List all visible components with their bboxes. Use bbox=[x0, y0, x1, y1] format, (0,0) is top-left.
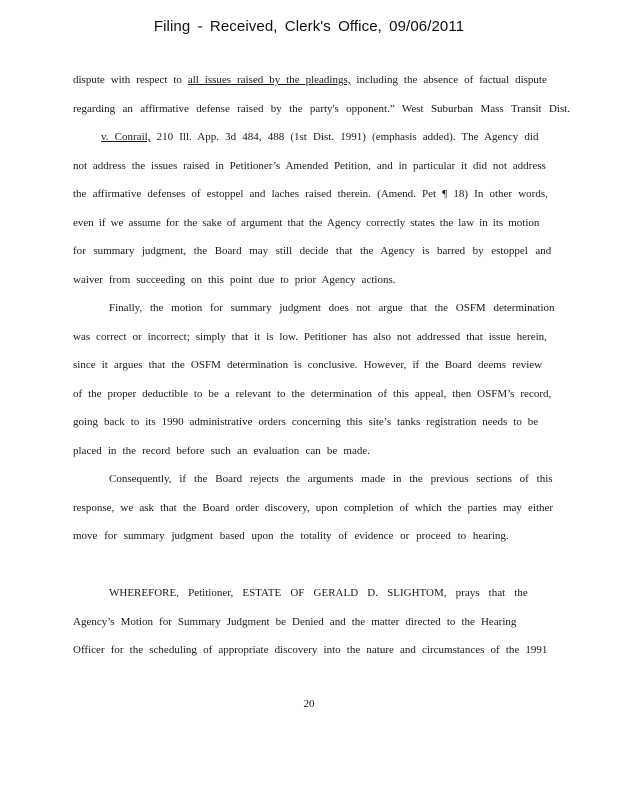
text-line: waiver from succeeding on this point due to prior Agency actions. bbox=[73, 273, 396, 286]
text-line: Agency’s Motion for Summary Judgment be Denied and the matter directed to the Hearing bbox=[73, 615, 517, 628]
text-line: the affirmative defenses of estoppel and laches raised therein. (Amend. Pet ¶ 18) In other words, bbox=[73, 188, 548, 200]
text-line: Officer for the scheduling of appropriate discovery into the nature and circumstances of the 1991 bbox=[73, 644, 548, 656]
text-line: v. Conrail, 210 Ill. App. 3d 484, 488 (1st Dist. 1991) (emphasis added). The Agency did bbox=[73, 129, 539, 145]
text-line: was correct or incorrect; simply that it is low. Petitioner has also not addressed that issue herein, bbox=[73, 330, 547, 343]
text-line: regarding an affirmative defense raised by the party's opponent.” West Suburban Mass Transit Dist. bbox=[73, 102, 571, 115]
page-number: 20 bbox=[303, 698, 315, 710]
text-line: even if we assume for the sake of argument that the Agency correctly states the law in its motion bbox=[73, 216, 540, 229]
text-line: move for summary judgment based upon the totality of evidence or proceed to hearing. bbox=[73, 530, 509, 542]
text-line: WHEREFORE, Petitioner, ESTATE OF GERALD D. SLIGHTOM, prays that the bbox=[109, 587, 528, 599]
text-line: dispute with respect to all issues raised by the pleadings, including the absence of factual dispute bbox=[73, 74, 547, 86]
text-line: since it argues that the OSFM determination is conclusive. However, if the Board deems review bbox=[73, 359, 543, 371]
filing-stamp-header: Filing - Received, Clerk's Office, 09/06/2011 bbox=[153, 18, 465, 35]
case-citation: v. Conrail, bbox=[101, 131, 151, 143]
text-line: not address the issues raised in Petitioner’s Amended Petition, and in particular it did not address bbox=[73, 159, 546, 172]
underlined-phrase: all issues raised by the pleadings, bbox=[187, 74, 351, 86]
text-line: of the proper deductible to be a relevant to the determination of this appeal, then OSFM’s record, bbox=[73, 387, 552, 400]
text-line: going back to its 1990 administrative orders concerning this site’s tanks registration needs to be bbox=[73, 416, 539, 428]
text-line: for summary judgment, the Board may still decide that the Agency is barred by estoppel and bbox=[73, 245, 552, 257]
text-line: placed in the record before such an evaluation can be made. bbox=[73, 444, 370, 457]
text-line: Finally, the motion for summary judgment does not argue that the OSFM determination bbox=[109, 302, 555, 314]
text-line: response, we ask that the Board order discovery, upon completion of which the parties may either bbox=[73, 501, 554, 514]
text-line: Consequently, if the Board rejects the arguments made in the previous sections of this bbox=[109, 473, 553, 485]
